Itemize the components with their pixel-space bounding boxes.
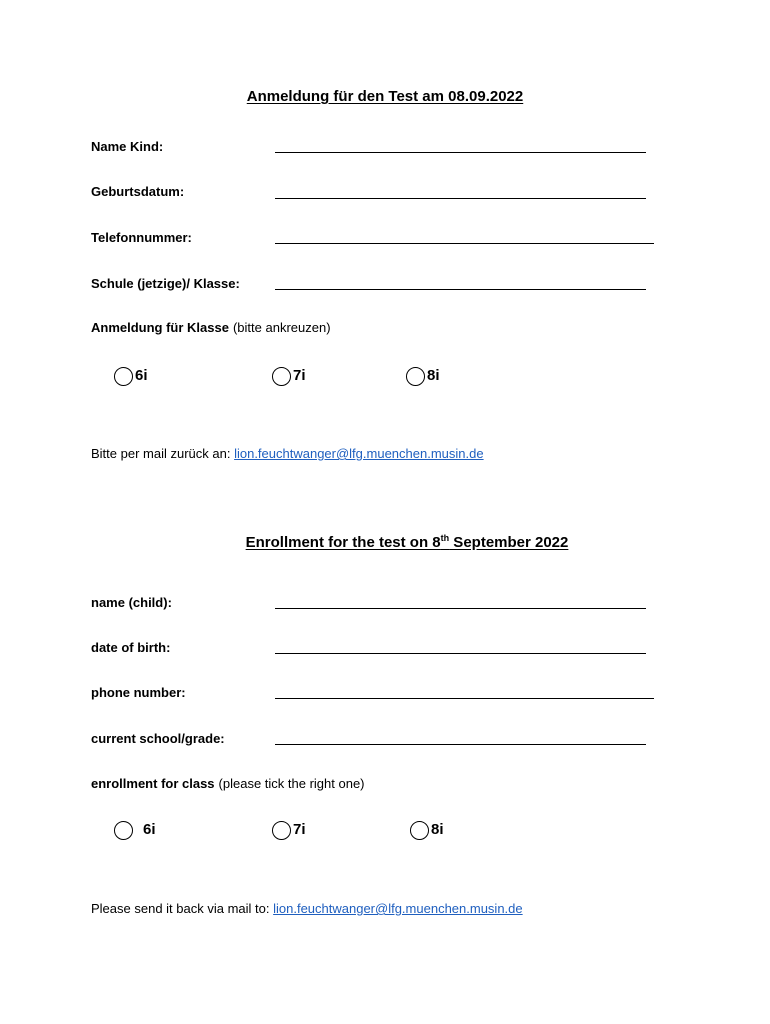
english-mail-line (91, 901, 523, 916)
german-option-7i: 7i (293, 367, 306, 384)
english-title-suffix: September 2022 (449, 534, 569, 551)
english-phone-label: phone number: (91, 685, 186, 700)
german-birthdate-field[interactable] (275, 198, 646, 199)
english-phone-field[interactable] (275, 698, 654, 699)
german-name-label: Name Kind: (91, 139, 164, 154)
english-birthdate-label: date of birth: (91, 640, 171, 655)
english-birthdate-field[interactable] (275, 653, 646, 654)
german-mail-link[interactable]: lion.feuchtwanger@lfg.muenchen.musin.de (234, 446, 484, 461)
german-option-6i: 6i (135, 367, 148, 384)
english-name-field[interactable] (275, 608, 646, 609)
german-title: Anmeldung für den Test am 08.09.2022 (246, 88, 524, 105)
german-radio-6i[interactable] (114, 367, 133, 386)
english-name-label: name (child): (91, 595, 172, 610)
english-class-prompt (91, 776, 365, 791)
english-school-label: current school/grade: (91, 731, 225, 746)
german-phone-label: Telefonnummer: (91, 230, 192, 245)
english-title-prefix: Enrollment for the test on 8 (245, 534, 441, 551)
german-mail-line (91, 446, 484, 461)
german-school-label: Schule (jetzige)/ Klasse: (91, 276, 240, 291)
english-school-field[interactable] (275, 744, 646, 745)
english-mail-link[interactable]: lion.feuchtwanger@lfg.muenchen.musin.de (273, 901, 523, 916)
english-radio-6i[interactable] (114, 821, 133, 840)
german-phone-field[interactable] (275, 243, 654, 244)
english-option-8i: 8i (431, 821, 444, 838)
english-title (0, 533, 770, 551)
german-school-field[interactable] (275, 289, 646, 290)
german-birthdate-label: Geburtsdatum: (91, 184, 185, 199)
english-radio-7i[interactable] (272, 821, 291, 840)
english-class-prompt-text: enrollment for class (91, 776, 215, 791)
english-option-6i: 6i (143, 821, 156, 838)
german-name-field[interactable] (275, 152, 646, 153)
german-option-8i: 8i (427, 367, 440, 384)
english-title-sup: th (440, 533, 450, 543)
english-mail-prompt: Please send it back via mail to: (91, 901, 270, 916)
german-class-hint: (bitte ankreuzen) (232, 320, 331, 335)
english-class-hint: (please tick the right one) (218, 776, 365, 791)
german-radio-7i[interactable] (272, 367, 291, 386)
english-option-7i: 7i (293, 821, 306, 838)
german-class-prompt (91, 320, 331, 335)
german-mail-prompt: Bitte per mail zurück an: (91, 446, 231, 461)
german-radio-8i[interactable] (406, 367, 425, 386)
german-class-prompt-text: Anmeldung für Klasse (91, 320, 229, 335)
english-radio-8i[interactable] (410, 821, 429, 840)
